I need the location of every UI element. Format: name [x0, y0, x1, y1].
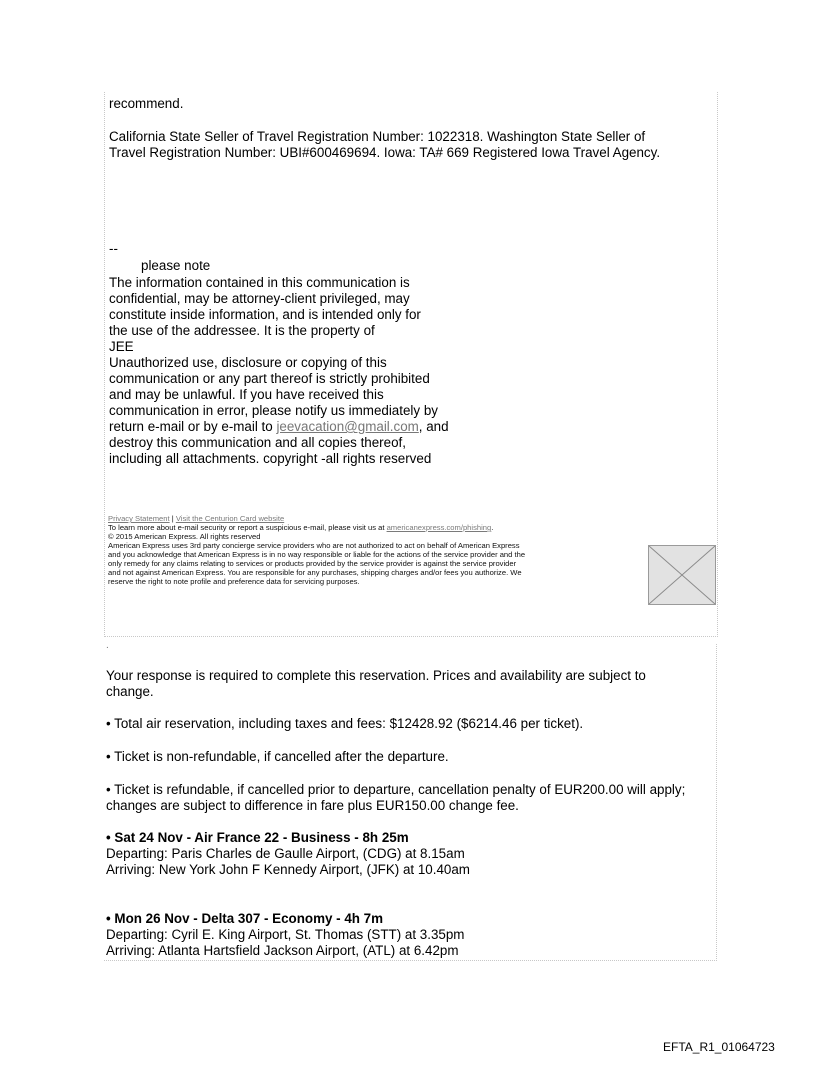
return-prefix: return e-mail or by e-mail to [109, 419, 277, 434]
flight-header: • Sat 24 Nov - Air France 22 - Business - 8h 25m [106, 830, 409, 845]
disclaimer-line: Unauthorized use, disclosure or copying of this [109, 355, 387, 370]
phishing-suffix: . [491, 523, 494, 532]
bullet-non-refundable: • Ticket is non-refundable, if cancelled after the departure. [106, 749, 449, 764]
registration-line-1: California State Seller of Travel Registration Number: 1022318. Washington State Seller of [109, 129, 646, 144]
recommend-line: recommend. [109, 96, 184, 111]
amex-legal-line: reserve the right to note profile and preference data for servicing purposes. [108, 577, 360, 586]
amex-legal-line: American Express uses 3rd party concierge service providers who are not authorized to act on behalf of American Express [108, 541, 520, 550]
flight-departing: Departing: Cyril E. King Airport, St. Thomas (STT) at 3.35pm [106, 927, 465, 942]
amex-copyright: © 2015 American Express. All rights reserved [108, 532, 261, 541]
disclaimer-line: and may be unlawful. If you have received this [109, 387, 384, 402]
disclaimer-return-line [109, 419, 449, 435]
bullet-refundable-line-1: • Ticket is refundable, if cancelled prior to departure, cancellation penalty of EUR200.00 will apply; [106, 782, 686, 797]
amex-legal-line: only remedy for any claims relating to services or products provided by the service provider is against the service provider [108, 559, 517, 568]
document-id: EFTA_R1_01064723 [663, 1040, 775, 1054]
privacy-statement-link[interactable]: Privacy Statement [108, 514, 170, 523]
disclaimer-line: including all attachments. copyright -all rights reserved [109, 451, 432, 466]
trailing-dot: . [106, 640, 109, 651]
flight-arriving: Arriving: New York John F Kennedy Airport, (JFK) at 10.40am [106, 862, 470, 877]
broken-image-placeholder [648, 545, 716, 605]
disclaimer-line: The information contained in this communication is [109, 275, 410, 290]
return-suffix: , and [418, 419, 449, 434]
please-note-label: please note [141, 258, 211, 273]
link-separator: | [171, 514, 174, 523]
bullet-refundable-line-2: changes are subject to difference in fare plus EUR150.00 change fee. [106, 798, 519, 813]
signature-separator: -- [109, 241, 118, 256]
amex-legal-line: and not against American Express. You are responsible for any purchases, shipping charges and/or fees you authorize. We [108, 568, 522, 577]
disclaimer-line: the use of the addressee. It is the property of [109, 323, 375, 338]
disclaimer-line: destroy this communication and all copies thereof, [109, 435, 406, 450]
registration-line-2: Travel Registration Number: UBI#600469694. Iowa: TA# 669 Registered Iowa Travel Agency. [109, 145, 661, 160]
phishing-prefix: To learn more about e-mail security or report a suspicious e-mail, please visit us at [108, 523, 387, 532]
response-line-1: Your response is required to complete this reservation. Prices and availability are subject to [106, 668, 646, 683]
disclaimer-line: JEE [109, 339, 134, 354]
disclaimer-line: confidential, may be attorney-client privileged, may [109, 291, 410, 306]
amex-legal-line: and you acknowledge that American Express is in no way responsible or liable for the actions of the service provider and the [108, 550, 526, 559]
response-line-2: change. [106, 684, 154, 699]
flight-arriving: Arriving: Atlanta Hartsfield Jackson Airport, (ATL) at 6.42pm [106, 943, 459, 958]
bullet-total-price: • Total air reservation, including taxes and fees: $12428.92 ($6214.46 per ticket). [106, 716, 584, 731]
disclaimer-line: communication or any part thereof is strictly prohibited [109, 371, 430, 386]
disclaimer-line: communication in error, please notify us immediately by [109, 403, 438, 418]
phishing-link[interactable]: americanexpress.com/phishing [386, 523, 492, 532]
email-link[interactable]: jeevacation@gmail.com [276, 419, 419, 434]
broken-image-icon [649, 546, 715, 604]
flight-header: • Mon 26 Nov - Delta 307 - Economy - 4h 7m [106, 911, 384, 926]
centurion-card-link[interactable]: Visit the Centurion Card website [175, 514, 285, 523]
disclaimer-line: constitute inside information, and is intended only for [109, 307, 421, 322]
flight-departing: Departing: Paris Charles de Gaulle Airport, (CDG) at 8.15am [106, 846, 465, 861]
